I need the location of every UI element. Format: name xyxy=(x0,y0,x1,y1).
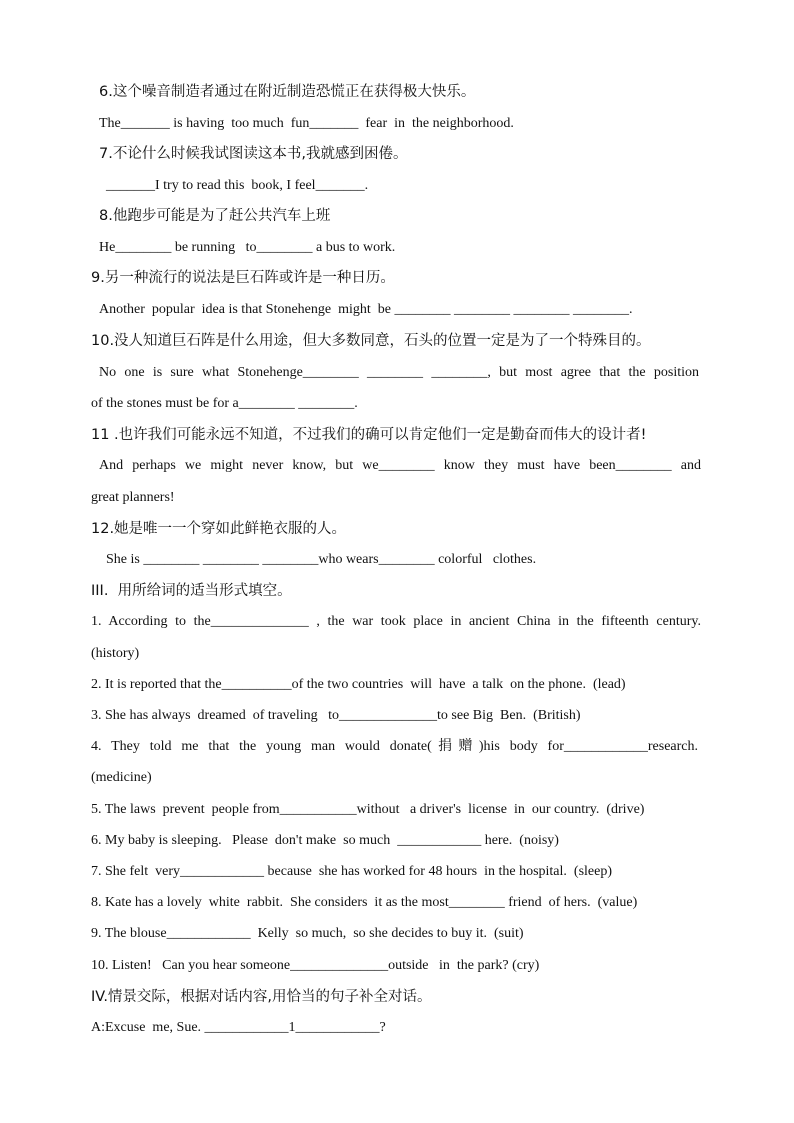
s3-item1-line1: 1. According to the______________ , the war took place in ancient China in the fifteenth century. xyxy=(91,614,701,629)
s3-item9: 9. The blouse____________ Kelly so much, so she decides to buy it. (suit) xyxy=(91,926,524,941)
s3-item4-line1: 4. They told me that the young man would donate(捐赠)his body for____________research. xyxy=(91,739,698,754)
s3-item5: 5. The laws prevent people from___________without a driver's license in our country. (drive) xyxy=(91,802,645,817)
q11-english-line1: And perhaps we might never know, but we________ know they must have been________ and xyxy=(99,458,701,473)
q10-english-line2: of the stones must be for a________ ________. xyxy=(91,396,358,411)
s3-item7: 7. She felt very____________ because she has worked for 48 hours in the hospital. (sleep) xyxy=(91,864,612,879)
q7-chinese: 7.不论什么时候我试图读这本书,我就感到困倦。 xyxy=(99,146,408,162)
s3-item4-line2: (medicine) xyxy=(91,770,152,785)
q12-chinese: 12.她是唯一一个穿如此鲜艳衣服的人。 xyxy=(91,521,347,537)
s3-item2: 2. It is reported that the__________of the two countries will have a talk on the phone. (lead) xyxy=(91,677,626,692)
s3-item3: 3. She has always dreamed of traveling to______________to see Big Ben. (British) xyxy=(91,708,581,723)
q6-english: The_______ is having too much fun_______ fear in the neighborhood. xyxy=(99,116,514,131)
q6-chinese: 6.这个噪音制造者通过在附近制造恐慌正在获得极大快乐。 xyxy=(99,84,476,100)
q8-english: He________ be running to________ a bus to work. xyxy=(99,240,396,255)
section3-heading: III. 用所给词的适当形式填空。 xyxy=(91,583,292,599)
section4-heading: IV.情景交际，根据对话内容,用恰当的句子补全对话。 xyxy=(91,989,432,1005)
q8-chinese: 8.他跑步可能是为了赶公共汽车上班 xyxy=(99,208,331,224)
q9-chinese: 9.另一种流行的说法是巨石阵或许是一种日历。 xyxy=(91,270,395,286)
q12-english: She is ________ ________ ________who wears________ colorful clothes. xyxy=(106,552,537,567)
q11-english-line2: great planners! xyxy=(91,490,175,505)
q7-english: _______I try to read this book, I feel_______. xyxy=(106,178,369,193)
q10-english-line1: No one is sure what Stonehenge________ ________ ________, but most agree that the position xyxy=(99,365,699,380)
s3-item10: 10. Listen! Can you hear someone______________outside in the park? (cry) xyxy=(91,958,540,973)
dialog-line-a1: A:Excuse me, Sue. ____________1____________? xyxy=(91,1020,386,1035)
s3-item6: 6. My baby is sleeping. Please don't make so much ____________ here. (noisy) xyxy=(91,833,559,848)
q9-english: Another popular idea is that Stonehenge might be ________ ________ ________ ________. xyxy=(99,302,633,317)
q11-chinese: 11 .也许我们可能永远不知道，不过我们的确可以肯定他们一定是勤奋而伟大的设计者! xyxy=(91,427,647,443)
s3-item1-line2: (history) xyxy=(91,646,140,661)
s3-item8: 8. Kate has a lovely white rabbit. She considers it as the most________ friend of hers. (value) xyxy=(91,895,638,910)
q10-chinese: 10.没人知道巨石阵是什么用途，但大多数同意，石头的位置一定是为了一个特殊目的。 xyxy=(91,333,651,349)
